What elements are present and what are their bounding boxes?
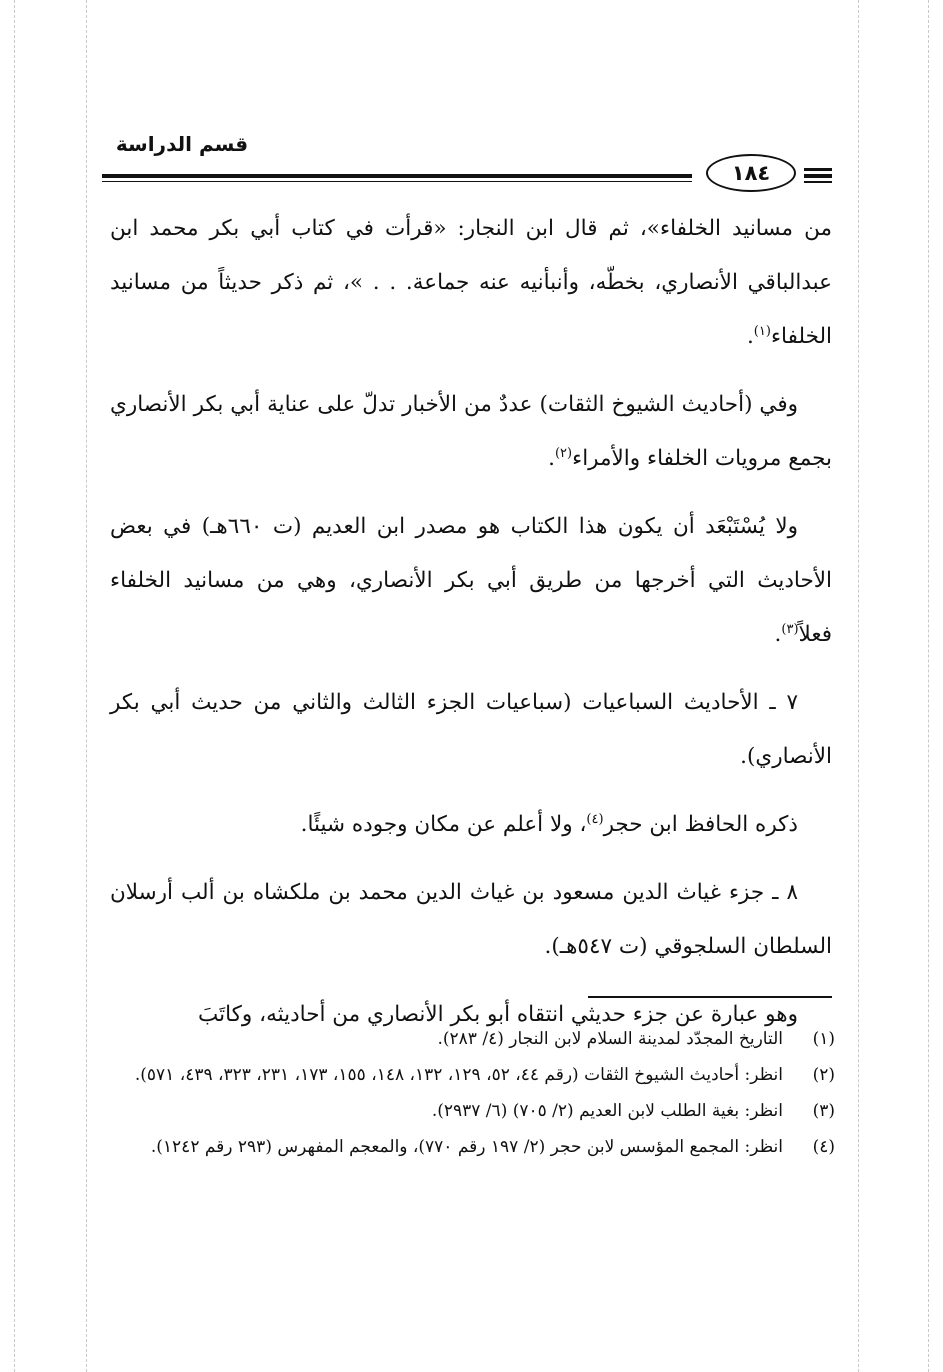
scan-guide-line bbox=[86, 0, 87, 1372]
main-text bbox=[110, 202, 832, 1056]
footnote-number: (١) bbox=[812, 1029, 835, 1049]
footnote-text: انظر: بغية الطلب لابن العديم (٢/ ٧٠٥) (٦/ ٢٩٣٧). bbox=[431, 1101, 783, 1121]
paragraph-text: ولا يُسْتَبْعَد أن يكون هذا الكتاب هو مصدر ابن العديم (ت ٦٦٠هـ) في بعض الأحاديث التي أخرجها من طريق أبي بكر الأنصاري، وهي من مسانيد الخلفاء فعلاً bbox=[110, 514, 832, 647]
header-dash-mark bbox=[804, 181, 832, 183]
footnote-number: (٣) bbox=[812, 1101, 835, 1121]
footnotes bbox=[110, 1022, 835, 1166]
scan-guide-line bbox=[928, 0, 929, 1372]
footnote bbox=[110, 1094, 835, 1128]
footnote bbox=[110, 1022, 835, 1056]
header-rule-thin bbox=[102, 181, 692, 182]
paragraph: ولا يُسْتَبْعَد أن يكون هذا الكتاب هو مصدر ابن العديم (ت ٦٦٠هـ) في بعض الأحاديث التي أخرجها من طريق أبي بكر الأنصاري، وهي من مسانيد الخلفاء فعلاً$^{(٣)}$. bbox=[110, 514, 832, 647]
footnote bbox=[110, 1058, 835, 1092]
paragraph-text: وهو عبارة عن جزء حديثي انتقاه أبو بكر الأنصاري من أحاديثه، وكاتَبَ bbox=[198, 1002, 798, 1027]
header-dash-mark bbox=[804, 168, 832, 171]
footnote bbox=[110, 1130, 835, 1164]
footnote-text: انظر: أحاديث الشيوخ الثقات (رقم ٤٤، ٥٢، ١٢٩، ١٣٢، ١٤٨، ١٥٥، ١٧٣، ٢٣١، ٣٢٣، ٤٣٩، ٥٧١). bbox=[134, 1065, 783, 1085]
paragraph-text: ٨ ـ جزء غياث الدين مسعود بن غياث الدين محمد بن ملكشاه بن ألب أرسلان السلطان السلجوقي (ت ٥٤٧هـ). bbox=[110, 880, 832, 959]
footnote-text: انظر: المجمع المؤسس لابن حجر (٢/ ١٩٧ رقم ٧٧٠)، والمعجم المفهرس (٢٩٣ رقم ١٢٤٢). bbox=[150, 1137, 783, 1157]
footnote-text: التاريخ المجدّد لمدينة السلام لابن النجار (٤/ ٢٨٣). bbox=[437, 1029, 783, 1049]
paragraph: وفي (أحاديث الشيوخ الثقات) عددٌ من الأخبار تدلّ على عناية أبي بكر الأنصاري بجمع مرويات الخلفاء والأمراء$^{(٢)}$. bbox=[110, 392, 832, 471]
paragraph bbox=[110, 866, 832, 974]
paragraph-text: ٧ ـ الأحاديث السباعيات (سباعيات الجزء الثالث والثاني من حديث أبي بكر الأنصاري). bbox=[110, 690, 832, 769]
footnote-ref: (٢) bbox=[554, 445, 573, 461]
paragraph bbox=[110, 676, 832, 784]
page-header bbox=[102, 118, 832, 190]
paragraph bbox=[110, 798, 832, 852]
footnote-ref: (٤) bbox=[586, 811, 604, 827]
footnote-number: (٤) bbox=[812, 1137, 835, 1157]
scan-guide-line bbox=[858, 0, 859, 1372]
scan-guide-line bbox=[14, 0, 15, 1372]
paragraph-text: ذكره الحافظ ابن حجر bbox=[603, 812, 798, 837]
header-dash-mark bbox=[804, 174, 832, 178]
footnote-number: (٢) bbox=[812, 1065, 835, 1085]
header-rule-thick bbox=[102, 174, 692, 178]
page-number: ١٨٤ bbox=[706, 154, 796, 192]
paragraph: من مسانيد الخلفاء»، ثم قال ابن النجار: «قرأت في كتاب أبي بكر محمد ابن عبدالباقي الأنصاري، بخطّه، وأنبأنيه عنه جماعة. . . »، ثم ذكر حديثاً من مسانيد الخلفاء$^{(١)}$. bbox=[110, 216, 832, 349]
paragraph-text: وفي (أحاديث الشيوخ الثقات) عددٌ من الأخبار تدلّ على عناية أبي بكر الأنصاري بجمع مرويات الخلفاء والأمراء bbox=[110, 392, 832, 471]
footnote-separator bbox=[588, 996, 832, 998]
footnote-ref: (١) bbox=[753, 323, 771, 339]
running-title: قسم الدراسة bbox=[115, 132, 249, 156]
paragraph-text: ، ولا أعلم عن مكان وجوده شيئًا. bbox=[300, 812, 587, 837]
footnote-ref: (٣) bbox=[781, 621, 799, 637]
paragraph-text: من مسانيد الخلفاء»، ثم قال ابن النجار: «قرأت في كتاب أبي بكر محمد ابن عبدالباقي الأنصاري، بخطّه، وأنبأنيه عنه جماعة. . . »، ثم ذكر حديثاً من مسانيد الخلفاء bbox=[110, 216, 832, 349]
